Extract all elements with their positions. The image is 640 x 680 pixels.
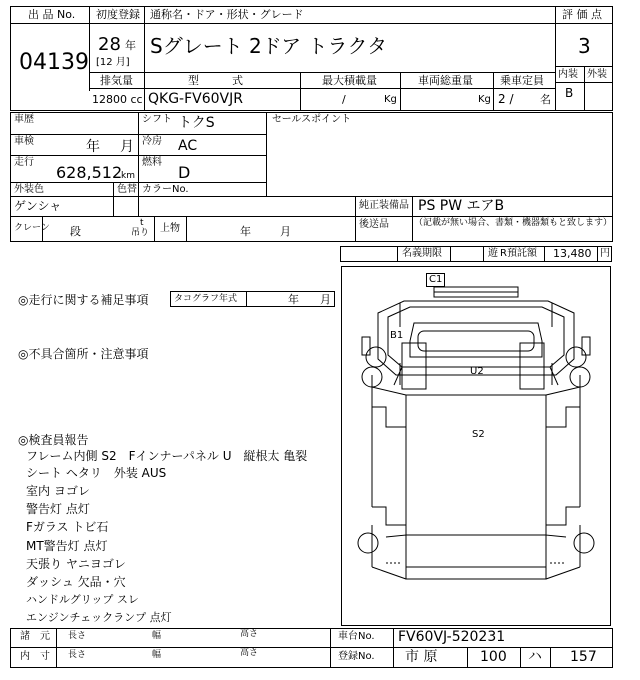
reg-place: 市 原 bbox=[405, 649, 438, 665]
inspector-line: フレーム内側 S2 Fインナーパネル U 縦根太 亀裂 bbox=[26, 449, 308, 463]
inspector-line: ハンドルグリップ スレ bbox=[26, 593, 139, 606]
ac-label: 冷房 bbox=[142, 136, 162, 147]
tacho-year: 年 bbox=[288, 293, 299, 306]
driving-notes-title: ◎走行に関する補足事項 bbox=[18, 293, 149, 307]
inspection-year-unit: 年 bbox=[86, 139, 100, 155]
lot-label: 出 品 No. bbox=[28, 8, 76, 21]
history-label: 車歴 bbox=[14, 114, 34, 125]
lot-number: 04139 bbox=[19, 50, 89, 75]
yen-label: 円 bbox=[600, 248, 610, 259]
diagram-label-u2: U2 bbox=[470, 366, 484, 377]
gross-weight-label: 車両総重量 bbox=[418, 74, 473, 87]
tokki-label: 遊 bbox=[488, 248, 498, 259]
inspector-line: シート ヘタリ 外装 AUS bbox=[26, 466, 167, 480]
chassis-label: 車台No. bbox=[338, 631, 375, 642]
color-code-label: カラーNo. bbox=[142, 184, 189, 195]
inspector-line: 警告灯 点灯 bbox=[26, 502, 90, 516]
footer-block bbox=[10, 628, 613, 668]
overall-grade: 3 bbox=[578, 34, 591, 58]
interior-label: 内装 bbox=[558, 69, 578, 80]
car-name-label: 通称名・ドア・形状・グレード bbox=[150, 8, 304, 21]
mileage-value: 628,512 bbox=[56, 163, 123, 182]
length-label-1: 長さ bbox=[68, 631, 87, 641]
defect-notes-title: ◎不具合箇所・注意事項 bbox=[18, 347, 149, 361]
genuine-label: 純正装備品 bbox=[359, 200, 409, 211]
length-label-2: 長さ bbox=[68, 650, 87, 660]
color-change-label: 色替 bbox=[117, 184, 137, 195]
inspector-line: Fガラス トビ石 bbox=[26, 520, 109, 534]
height-label-1: 高さ bbox=[240, 629, 259, 639]
crane-tsuri: 吊り bbox=[131, 228, 150, 238]
reg-month: [12 月] bbox=[96, 57, 130, 68]
reg-class: 100 bbox=[480, 649, 507, 665]
capacity-value: 2 / bbox=[498, 92, 514, 106]
car-name: Sグレート 2ドア トラクタ bbox=[150, 34, 388, 58]
inspector-line: エンジンチェックランプ 点灯 bbox=[26, 611, 172, 624]
width-label-2: 幅 bbox=[152, 650, 162, 660]
reg-year-unit: 年 bbox=[125, 39, 136, 52]
mileage-label: 走行 bbox=[14, 157, 34, 168]
naisun-label: 内 寸 bbox=[20, 651, 50, 662]
loading-year: 年 bbox=[240, 225, 251, 238]
loading-month: 月 bbox=[280, 225, 291, 238]
loading-label: 上物 bbox=[160, 223, 180, 234]
max-load-label: 最大積載量 bbox=[322, 74, 377, 87]
inspection-month-unit: 月 bbox=[120, 139, 134, 155]
max-load-slash: / bbox=[342, 93, 346, 106]
diagram-label-b1: B1 bbox=[390, 330, 404, 341]
capacity-label: 乗車定員 bbox=[500, 74, 544, 87]
inspector-line: ダッシュ 欠品・穴 bbox=[26, 575, 126, 589]
inspector-title: ◎検査員報告 bbox=[18, 433, 89, 447]
crane-label: クレーン bbox=[14, 223, 50, 233]
tacho-label: タコグラフ年式 bbox=[174, 294, 238, 304]
diagram-label-s2: S2 bbox=[472, 429, 485, 440]
reg-number: 157 bbox=[570, 649, 597, 665]
fuel-value: D bbox=[178, 163, 191, 182]
inspector-line: MT警告灯 点灯 bbox=[26, 539, 108, 553]
shogen-label: 諸 元 bbox=[20, 631, 50, 642]
inspector-line: 天張り ヤニヨゴレ bbox=[26, 557, 126, 571]
aftermarket-note: （記載が無い場合、書類・機器類もと致します） bbox=[414, 218, 613, 228]
fuel-label: 燃料 bbox=[142, 157, 162, 168]
genuine-value: PS PW エアB bbox=[418, 198, 505, 214]
sales-point-label: セールスポイント bbox=[272, 114, 352, 125]
first-reg-label: 初度登録 bbox=[96, 8, 140, 21]
inspector-line: 室内 ヨゴレ bbox=[26, 484, 90, 498]
displacement-value: 12800 cc bbox=[92, 93, 143, 106]
meigi-label: 名義期限 bbox=[402, 248, 442, 259]
registration-label: 登録No. bbox=[338, 651, 375, 662]
crane-dan: 段 bbox=[70, 225, 81, 238]
ac-value: AC bbox=[178, 138, 198, 154]
interior-grade: B bbox=[565, 86, 574, 100]
grade-label: 評 価 点 bbox=[562, 8, 602, 21]
aftermarket-label: 後送品 bbox=[359, 219, 389, 230]
shift-label: シフト bbox=[142, 114, 172, 125]
shift-value: トクS bbox=[178, 115, 215, 131]
capacity-unit: 名 bbox=[540, 93, 551, 106]
truck-diagram bbox=[341, 266, 611, 626]
exterior-label: 外装 bbox=[587, 69, 607, 80]
recycle-label: R預託額 bbox=[500, 248, 537, 259]
gross-weight-kg: Kg bbox=[478, 94, 491, 105]
diagram-label-c1: C1 bbox=[426, 273, 445, 287]
inspection-label: 車検 bbox=[14, 136, 34, 147]
displacement-label: 排気量 bbox=[100, 74, 133, 87]
recycle-value: 13,480 bbox=[553, 247, 592, 260]
max-load-kg: Kg bbox=[384, 94, 397, 105]
tacho-month: 月 bbox=[320, 293, 331, 306]
km-unit: km bbox=[121, 171, 135, 181]
width-label-1: 幅 bbox=[152, 631, 162, 641]
height-label-2: 高さ bbox=[240, 648, 259, 658]
model-code: QKG-FV60VJR bbox=[148, 91, 243, 107]
ext-color-label: 外装色 bbox=[14, 184, 44, 195]
model-label: 型 式 bbox=[188, 74, 243, 87]
reg-year: 28 bbox=[98, 34, 121, 55]
reg-kana: ハ bbox=[528, 649, 542, 665]
crane-ton: t bbox=[140, 218, 144, 228]
chassis-number: FV60VJ-520231 bbox=[398, 629, 506, 645]
ext-color-value: ゲンシャ bbox=[14, 199, 62, 213]
